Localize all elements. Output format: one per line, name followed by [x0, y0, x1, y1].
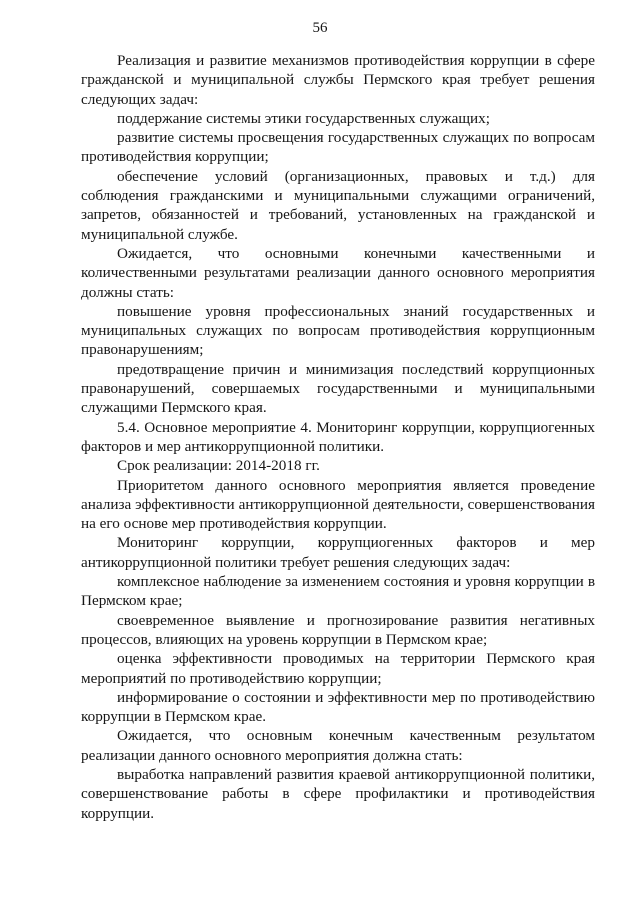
paragraph: Мониторинг коррупции, коррупциогенных факторов и мер антикоррупционной политики требует решения следующих задач: — [81, 534, 595, 571]
section-heading: 5.4. Основное мероприятие 4. Мониторинг коррупции, коррупциогенных факторов и мер антикоррупционной политики. — [81, 418, 595, 455]
paragraph: выработка направлений развития краевой антикоррупционной политики, совершенствование работы в сфере профилактики и противодействия коррупции. — [81, 765, 595, 822]
paragraph: обеспечение условий (организационных, правовых и т.д.) для соблюдения гражданскими и муниципальными служащими ограничений, запретов, обязанностей и требований, установленных на гражданской и муниципальной службе. — [81, 167, 595, 243]
paragraph: Приоритетом данного основного мероприятия является проведение анализа эффективности антикоррупционной деятельности, совершенствования на его основе мер противодействия коррупции. — [81, 476, 595, 533]
paragraph: комплексное наблюдение за изменением состояния и уровня коррупции в Пермском крае; — [81, 573, 595, 610]
paragraph: Реализация и развитие механизмов противодействия коррупции в сфере гражданской и муниципальной службы Пермского края требует решения следующих задач: — [81, 52, 595, 108]
paragraph: своевременное выявление и прогнозирование развития негативных процессов, влияющих на уровень коррупции в Пермском крае; — [81, 611, 595, 648]
paragraph: Ожидается, что основными конечными качественными и количественными результатами реализации данного основного мероприятия должны стать: — [81, 244, 595, 301]
paragraph: оценка эффективности проводимых на территории Пермского края мероприятий по противодействию коррупции; — [81, 650, 595, 687]
paragraph: повышение уровня профессиональных знаний государственных и муниципальных служащих по вопросам противодействия коррупционным правонарушениям; — [81, 302, 595, 359]
page-number: 56 — [312, 20, 328, 36]
paragraph: Ожидается, что основным конечным качественным результатом реализации данного основного мероприятия должна стать: — [81, 727, 595, 764]
paragraph: информирование о состоянии и эффективности мер по противодействию коррупции в Пермском крае. — [81, 688, 595, 726]
paragraph: развитие системы просвещения государственных служащих по вопросам противодействия коррупции; — [81, 129, 595, 166]
document-body — [81, 51, 595, 823]
paragraph: поддержание системы этики государственных служащих; — [117, 109, 490, 127]
paragraph: Срок реализации: 2014-2018 гг. — [117, 457, 320, 475]
paragraph: предотвращение причин и минимизация последствий коррупционных правонарушений, совершаемых государственными и муниципальными служащими Пермского края. — [81, 360, 595, 417]
